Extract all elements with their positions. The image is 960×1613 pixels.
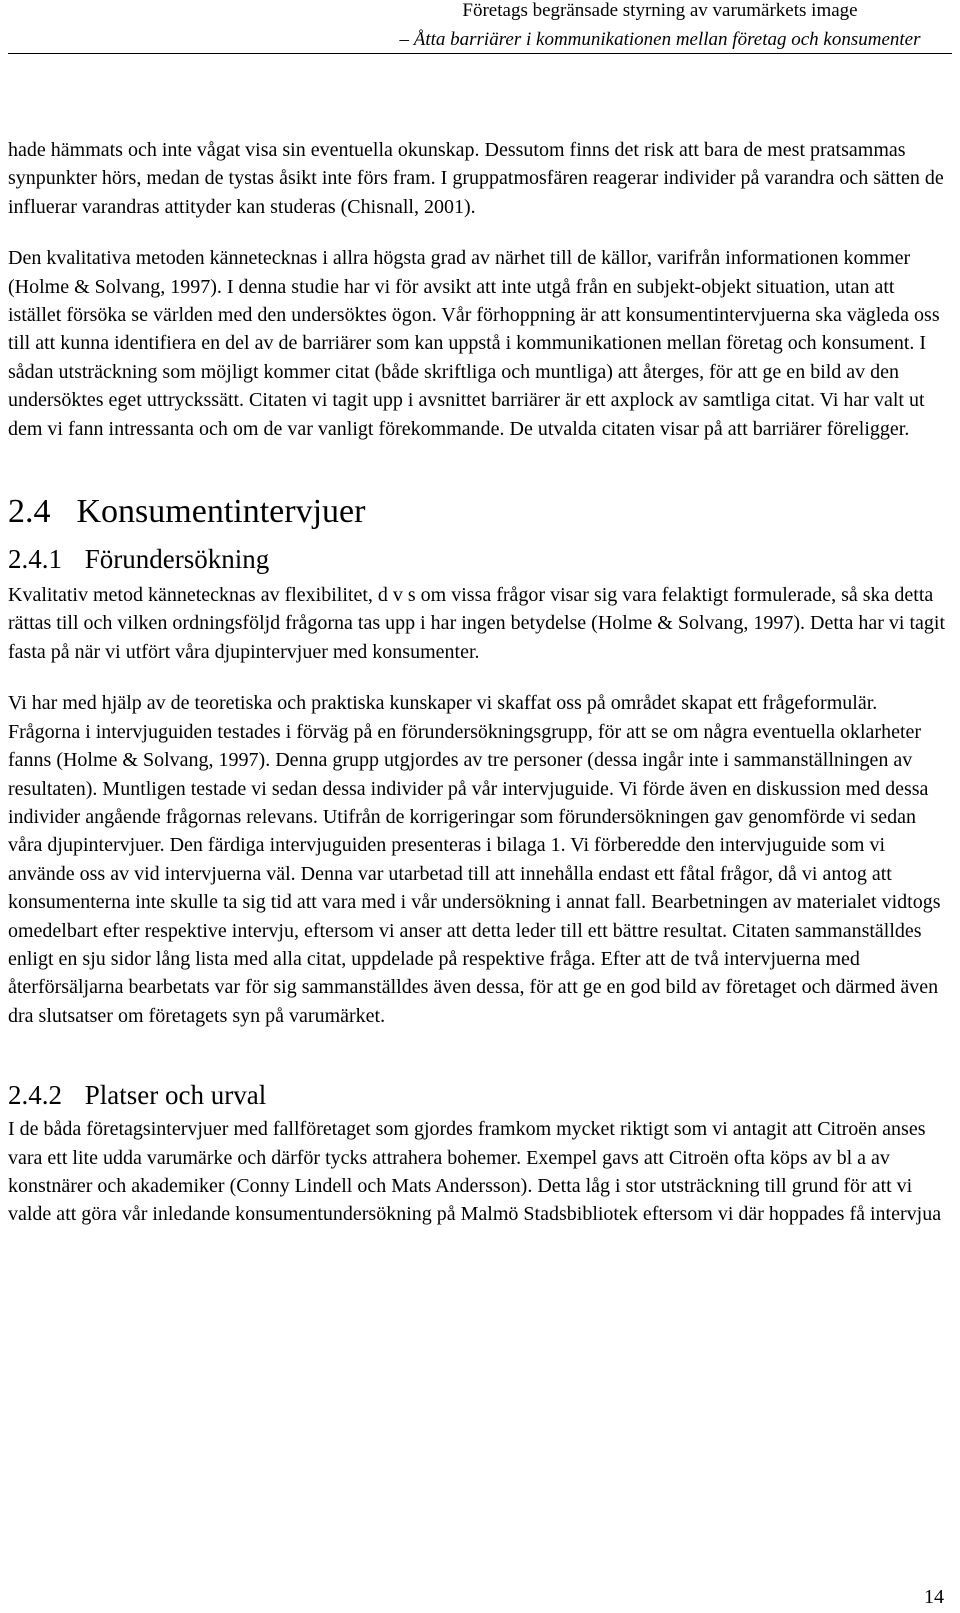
page-content	[8, 136, 948, 1229]
page-number: 14	[924, 1586, 944, 1608]
header-divider	[8, 53, 952, 54]
paragraph-gap	[8, 666, 948, 689]
subsection-number-2: 2.4.2	[8, 1080, 62, 1111]
subsection-title-2: Platser och urval	[84, 1080, 267, 1111]
subsection-title-1: Förundersökning	[84, 544, 270, 575]
paragraph-sub2-1: I de båda företagsintervjuer med fallföretaget som gjordes framkom mycket riktigt som vi antagit att Citroën anses vara ett lite udda varumärke och därför tycks attrahera bohemer. Exempel gavs att Citroën ofta köps av bl a av konstnärer och akademiker (Conny Lindell och Mats Andersson). Detta låg i stor utsträckning till grund för att vi valde att göra vår inledande konsumentundersökning på Malmö Stadsbibliotek eftersom vi där hoppades få intervjua	[8, 1118, 942, 1226]
paragraph-intro-2: Den kvalitativa metoden kännetecknas i allra högsta grad av närhet till de källor, varifrån informationen kommer (Holme & Solvang, 1997). I denna studie har vi för avsikt att inte utgå från en subjekt-objekt situation, utan att istället försöka se världen med den undersöktes ögon. Vår förhoppning är att konsumentintervjuerna ska vägleda oss till att kunna identifiera en del av de barriärer som kan uppstå i kommunikationen mellan företag och konsument. I sådan utsträckning som möjligt kommer citat (både skriftliga och muntliga) att återges, för att ge en bild av den undersöktes eget uttryckssätt. Citaten vi tagit upp i avsnittet barriärer är ett axplock av samtliga citat. Vi har valt ut dem vi fann intressanta och om de var vanligt förekommande. De utvalda citaten visar på att barriärer föreligger.	[8, 247, 940, 440]
section-heading	[8, 492, 948, 532]
subsection-heading-1	[8, 543, 948, 575]
subsection-number-1: 2.4.1	[8, 544, 62, 575]
section-title: Konsumentintervjuer	[76, 493, 366, 531]
header-title: Företags begränsade styrning av varumärkets image	[462, 0, 858, 21]
section-number: 2.4	[8, 493, 51, 531]
subsection-heading-2	[8, 1079, 948, 1111]
paragraph-intro-1: hade hämmats och inte vågat visa sin eventuella okunskap. Dessutom finns det risk att bara de mest pratsammas synpunkter hörs, medan de tystas åsikt inte förs fram. I gruppatmosfären reagerar individer på varandra och sätten de influerar varandras attityder kan studeras (Chisnall, 2001).	[8, 139, 944, 218]
paragraph-gap	[8, 221, 948, 244]
paragraph-sub1-2: Vi har med hjälp av de teoretiska och praktiska kunskaper vi skaffat oss på området skapat ett frågeformulär. Frågorna i intervjuguiden testades i förväg på en förundersökningsgrupp, för att se om några eventuella oklarheter fanns (Holme & Solvang, 1997). Denna grupp utgjordes av tre personer (dessa ingår inte i sammanställningen av resultaten). Muntligen testade vi sedan dessa individer på vår intervjuguide. Vi förde även en diskussion med dessa individer angående frågornas relevans. Utifrån de korrigeringar som förundersökningen gav genomförde vi sedan våra djupintervjuer. Den färdiga intervjuguiden presenteras i bilaga 1. Vi förberedde den intervjuguide som vi använde oss av vid intervjuerna väl. Denna var utarbetad till att innehålla endast ett fåtal frågor, då vi antog att konsumenterna inte skulle ta sig tid att vara med i vår undersökning i annat fall. Bearbetningen av materialet vidtogs omedelbart efter respektive intervju, eftersom vi anser att detta leder till ett bättre resultat. Citaten sammanställdes enligt en sju sidor lång lista med alla citat, uppdelade på respektive fråga. Efter att de två intervjuerna med återförsäljarna bearbetats var för sig sammanställdes även dessa, för att ge en god bild av företaget och därmed även dra slutsatser om företagets syn på varumärket.	[8, 692, 941, 1027]
running-header	[380, 0, 940, 51]
paragraph-sub1-1: Kvalitativ metod kännetecknas av flexibilitet, d v s om vissa frågor visar sig vara felaktigt formulerade, så ska detta rättas till och vilken ordningsföljd frågorna tas upp i har ingen betydelse (Holme & Solvang, 1997). Detta har vi tagit fasta på när vi utfört våra djupintervjuer med konsumenter.	[8, 584, 946, 663]
header-subtitle: – Åtta barriärer i kommunikationen mellan företag och konsumenter	[399, 29, 921, 50]
